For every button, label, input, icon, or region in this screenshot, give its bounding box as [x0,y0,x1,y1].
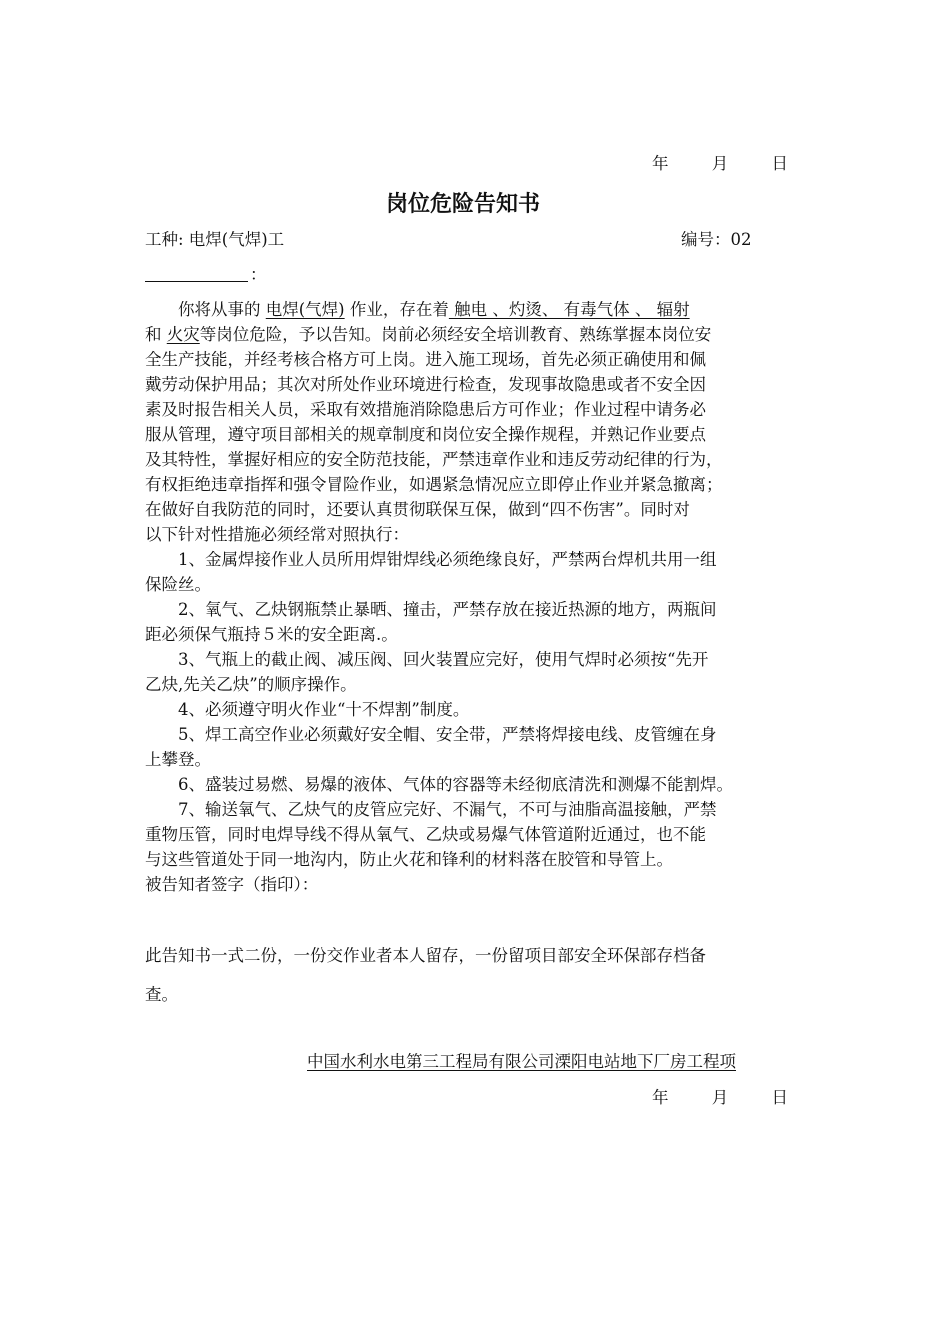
intro-line-3: 全生产技能，并经考核合格方可上岗。进入施工现场，首先必须正确使用和佩 [145,350,706,369]
header-date [652,152,788,176]
measure-2-line-2: 距必须保气瓶持５米的安全距离.。 [145,625,398,644]
intro-line-6: 服从管理，遵守项目部相关的规章制度和岗位安全操作规程，并熟记作业要点 [145,425,706,444]
recipient-blank-line [145,281,248,282]
recipient-colon: ： [250,265,267,284]
measure-7-line-1: 7、输送氧气、乙炔气的皮管应完好、不漏气，不可与油脂高温接触，严禁 [178,800,717,819]
intro-line-2 [145,323,711,347]
intro-line-5: 素及时报告相关人员，采取有效措施消除隐患后方可作业；作业过程中请务必 [145,400,706,419]
footer-date-month: 月 [711,1088,729,1107]
work-type: 工种: 电焊(气焊)工 [145,230,285,249]
page-title: 岗位危险告知书 [386,192,541,217]
intro-line-9: 在做好自我防范的同时，还要认真贯彻联保互保，做到“四不伤害”。同时对 [145,500,690,519]
hazard-fire: 火灾 [166,325,200,344]
measure-3-line-2: 乙炔,先关乙炔”的顺序操作。 [145,675,357,694]
organization-name: 中国水利水电第三工程局有限公司溧阳电站地下厂房工程项 [307,1052,736,1071]
intro-line-4: 戴劳动保护用品；其次对所处作业环境进行检查，发现事故隐患或者不安全因 [145,375,706,394]
measure-1-line-1: 1、金属焊接作业人员所用焊钳焊线必须绝缘良好，严禁两台焊机共用一组 [178,550,717,569]
measure-6: 6、盛装过易燃、易爆的液体、气体的容器等未经彻底清洗和测爆不能割焊。 [178,775,733,794]
intro-line-7: 及其特性，掌握好相应的安全防范技能，严禁违章作业和违反劳动纪律的行为， [145,450,723,469]
measure-4: 4、必须遵守明火作业“十不焊割”制度。 [178,700,470,719]
intro-text: 等岗位危险，予以告知。岗前必须经安全培训教育、熟练掌握本岗位安 [199,325,712,344]
measure-7-line-2: 重物压管，同时电焊导线不得从氧气、乙炔或易爆气体管道附近通过，也不能 [145,825,706,844]
footer-date-day: 日 [771,1088,788,1107]
header-date-day: 日 [771,154,788,173]
header-date-month: 月 [711,154,729,173]
document-number: 编号：02 [681,230,752,249]
measure-3-line-1: 3、气瓶上的截止阀、减压阀、回火装置应完好，使用气焊时必须按“先开 [178,650,709,669]
measure-5-line-2: 上攀登。 [145,750,211,769]
measure-5-line-1: 5、焊工高空作业必须戴好安全帽、安全带，严禁将焊接电线、皮管缠在身 [178,725,717,744]
header-date-year: 年 [652,154,669,173]
footer-date [652,1086,788,1110]
measure-2-line-1: 2、氧气、乙炔钢瓶禁止暴晒、撞击，严禁存放在接近热源的地方，两瓶间 [178,600,717,619]
signature-label: 被告知者签字（指印）： [145,875,319,894]
measure-7-line-3: 与这些管道处于同一地沟内，防止火花和锋利的材料落在胶管和导管上。 [145,850,673,869]
intro-text: 你将从事的 [178,300,266,319]
intro-text: 作业，存在着 [344,300,449,319]
copies-note-line-1: 此告知书一式二份，一份交作业者本人留存，一份留项目部安全环保部存档备 [145,946,706,965]
intro-text: 和 [145,325,167,344]
hazard-list: 触电 、灼烫、 有毒气体 、 辐射 [448,300,690,319]
footer-date-year: 年 [652,1088,669,1107]
job-name: 电焊(气焊) [265,300,345,319]
intro-line-8: 有权拒绝违章指挥和强令冒险作业，如遇紧急情况应立即停止作业并紧急撤离； [145,475,723,494]
copies-note-line-2: 查。 [145,985,178,1004]
intro-line-10: 以下针对性措施必须经常对照执行： [145,525,409,544]
measure-1-line-2: 保险丝。 [145,575,211,594]
intro-line-1 [178,298,690,322]
